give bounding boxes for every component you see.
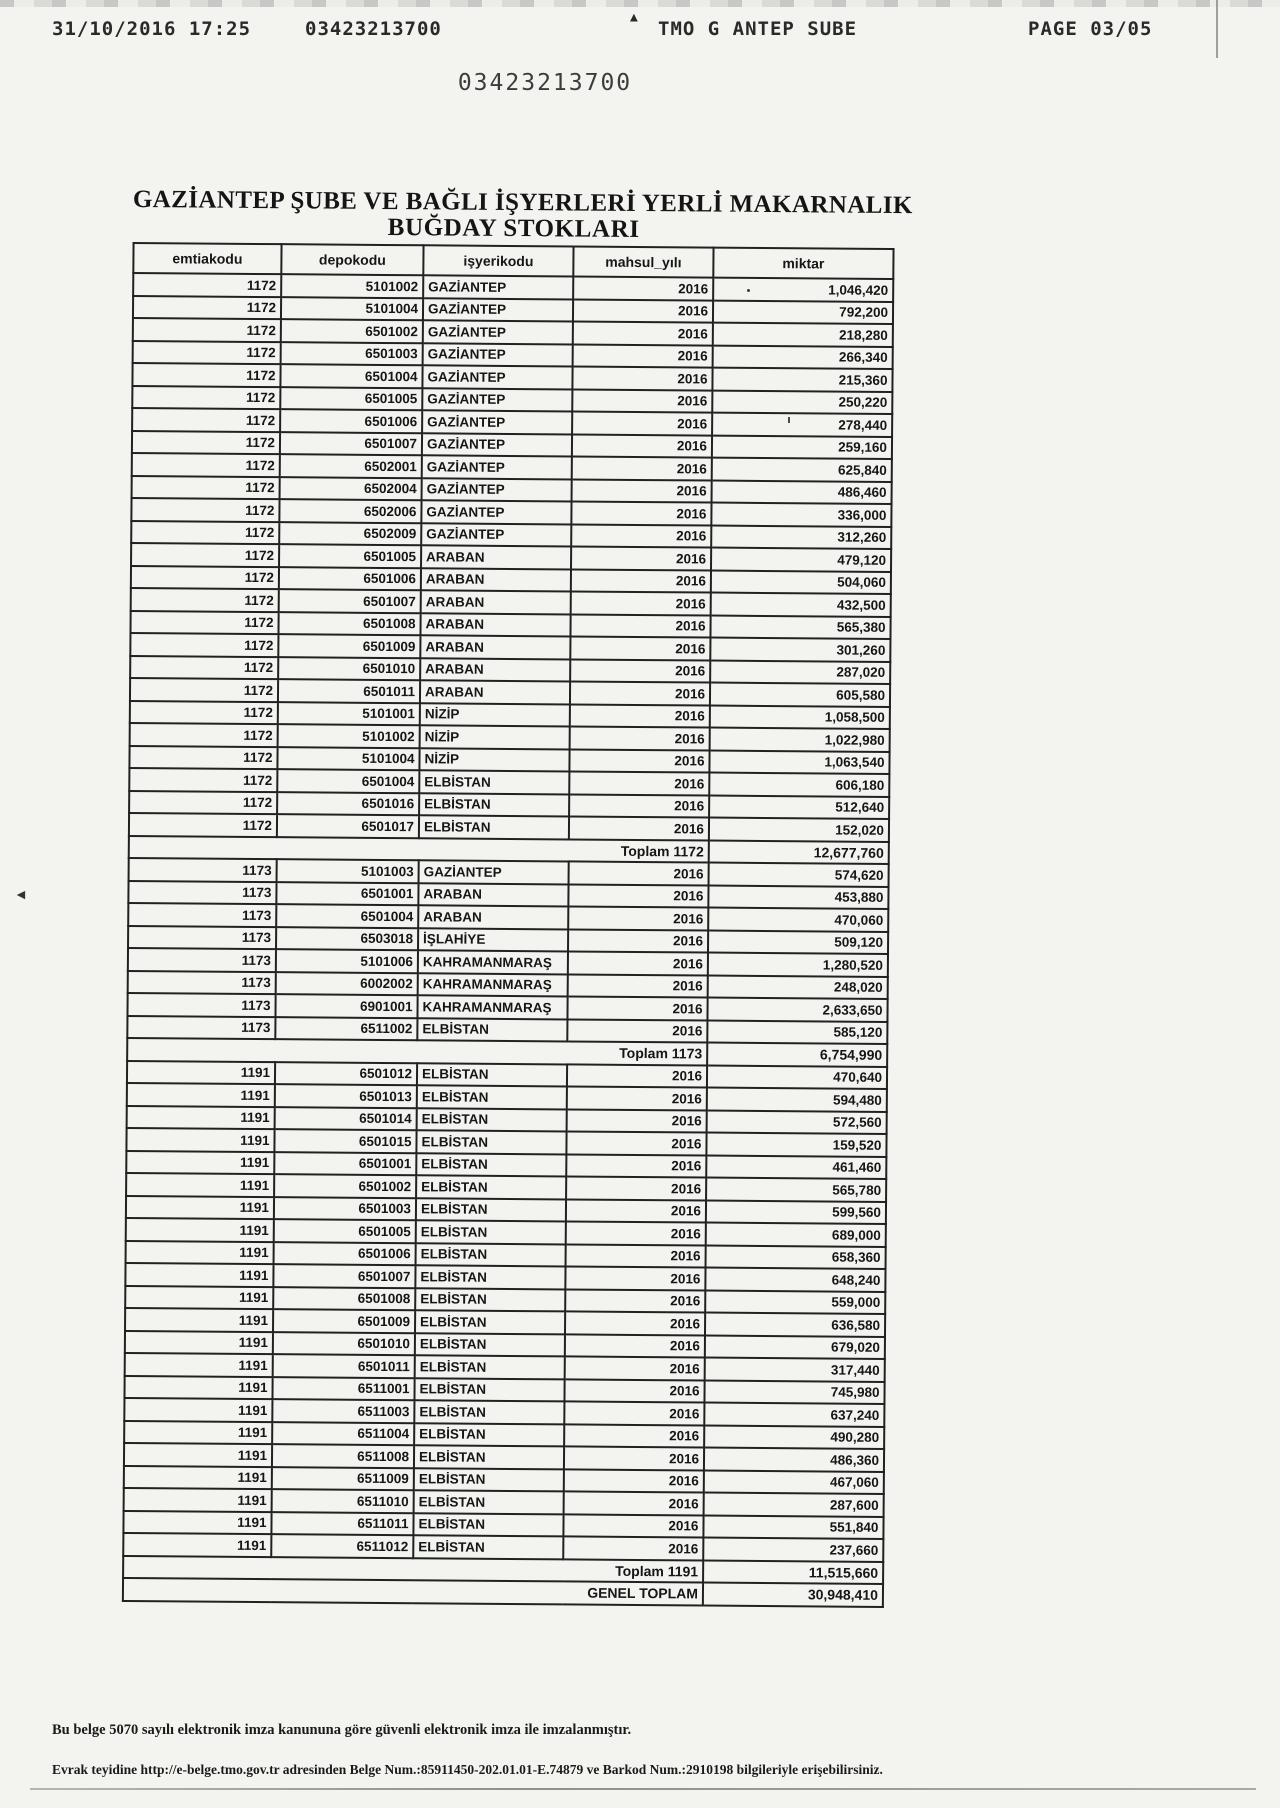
table-row: 1191 6501006 ELBİSTAN 2016 658,360 [126, 1240, 886, 1268]
table-row: 1191 6511010 ELBİSTAN 2016 287,600 [124, 1488, 884, 1516]
table-row: 1191 6501013 ELBİSTAN 2016 594,480 [127, 1083, 887, 1111]
table-row: 1172 5101002 GAZİANTEP 2016 1,046,420 [133, 273, 893, 301]
table-row: 1173 6501004 ARABAN 2016 470,060 [128, 903, 888, 931]
scanned-document [122, 186, 913, 1607]
table-row: 1172 6501011 ARABAN 2016 605,580 [130, 678, 890, 706]
table-row: 1191 6511008 ELBİSTAN 2016 486,360 [124, 1443, 884, 1471]
scan-noise-band [0, 0, 1280, 7]
table-row: 1173 6901001 KAHRAMANMARAŞ 2016 2,633,650 [127, 993, 887, 1021]
table-row: 1191 6511012 ELBİSTAN 2016 237,660 [123, 1533, 883, 1561]
table-row: 1191 6501014 ELBİSTAN 2016 572,560 [127, 1105, 887, 1133]
table-row: 1172 5101004 GAZİANTEP 2016 792,200 [133, 296, 893, 324]
total-label: GENEL TOPLAM [123, 1578, 703, 1605]
table-row: 1191 6501005 ELBİSTAN 2016 689,000 [126, 1218, 886, 1246]
total-value: 30,948,410 [703, 1583, 883, 1607]
table-row: 1191 6511003 ELBİSTAN 2016 637,240 [124, 1398, 884, 1426]
table-row: 1172 6501003 GAZİANTEP 2016 266,340 [133, 341, 893, 369]
table-row: 1191 6501007 ELBİSTAN 2016 648,240 [125, 1263, 885, 1291]
col-header-isyerikodu: işyerikodu [423, 245, 573, 276]
total-value: 6,754,990 [707, 1043, 887, 1067]
total-value: 11,515,660 [703, 1560, 883, 1584]
total-row [123, 1578, 883, 1606]
table-row: 1172 6501010 ARABAN 2016 287,020 [130, 655, 890, 683]
table-row: 1191 6501008 ELBİSTAN 2016 559,000 [125, 1285, 885, 1313]
col-header-mahsul-yili: mahsul_yılı [573, 246, 713, 277]
fax-page-indicator: PAGE 03/05 [1028, 18, 1153, 40]
col-header-depokodu: depokodu [281, 244, 423, 275]
table-row: 1191 6501002 ELBİSTAN 2016 565,780 [126, 1173, 886, 1201]
table-row: 1172 5101002 NİZİP 2016 1,022,980 [130, 723, 890, 751]
total-value: 12,677,760 [709, 840, 889, 864]
total-label: Toplam 1173 [127, 1038, 707, 1065]
table-row: 1172 6502006 GAZİANTEP 2016 336,000 [131, 498, 891, 526]
fax-sender-name: TMO G ANTEP SUBE [658, 18, 858, 40]
table-row: 1173 6002002 KAHRAMANMARAŞ 2016 248,020 [128, 970, 888, 998]
col-header-emtiakodu: emtiakodu [133, 243, 281, 274]
col-header-miktar: miktar [713, 248, 893, 279]
document-title-line1: GAZİANTEP ŞUBE VE BAĞLI İŞYERLERİ YERLİ MAKARNALIK [132, 186, 913, 220]
table-row: 1172 6501004 ELBİSTAN 2016 606,180 [129, 768, 889, 796]
table-row: 1172 6502001 GAZİANTEP 2016 625,840 [132, 453, 892, 481]
total-label: Toplam 1172 [129, 835, 709, 862]
table-row: 1191 6501001 ELBİSTAN 2016 461,460 [126, 1150, 886, 1178]
table-row: 1173 6503018 İŞLAHİYE 2016 509,120 [128, 925, 888, 953]
table-row: 1172 6501016 ELBİSTAN 2016 512,640 [129, 790, 889, 818]
footer-signature-note: Bu belge 5070 sayılı elektronik imza kanununa göre güvenli elektronik imza ile imzalanmıştır. [52, 1722, 632, 1738]
table-row: 1172 5101001 NİZİP 2016 1,058,500 [130, 700, 890, 728]
table-row: 1172 6501005 ARABAN 2016 479,120 [131, 543, 891, 571]
table-row: 1191 6511009 ELBİSTAN 2016 467,060 [124, 1465, 884, 1493]
left-triangle-icon: ◄ [14, 886, 28, 902]
table-row: 1173 5101006 KAHRAMANMARAŞ 2016 1,280,520 [128, 948, 888, 976]
table-row: 1172 6501017 ELBİSTAN 2016 152,020 [129, 813, 889, 841]
fax-datetime: 31/10/2016 17:25 [52, 18, 252, 40]
stock-table-body [123, 273, 893, 1606]
table-row: 1191 6501011 ELBİSTAN 2016 317,440 [125, 1353, 885, 1381]
document-title-line2: BUĞDAY STOKLARI [387, 214, 640, 243]
scan-speck [788, 417, 790, 423]
table-row: 1172 6502009 GAZİANTEP 2016 312,260 [131, 520, 891, 548]
table-row: 1191 6501003 ELBİSTAN 2016 599,560 [126, 1195, 886, 1223]
table-row: 1172 6501005 GAZİANTEP 2016 250,220 [132, 386, 892, 414]
table-row: 1172 6501008 ARABAN 2016 565,380 [130, 610, 890, 638]
table-row: 1191 6501012 ELBİSTAN 2016 470,640 [127, 1060, 887, 1088]
fax-header [0, 10, 1280, 96]
table-row: 1173 6501001 ARABAN 2016 453,880 [128, 880, 888, 908]
table-row: 1172 6501007 ARABAN 2016 432,500 [131, 588, 891, 616]
table-row: 1191 6511011 ELBİSTAN 2016 551,840 [123, 1510, 883, 1538]
fax-center-number: 03423213700 [457, 70, 633, 96]
table-row: 1172 6502004 GAZİANTEP 2016 486,460 [132, 475, 892, 503]
table-row: 1191 6511001 ELBİSTAN 2016 745,980 [124, 1375, 884, 1403]
table-row: 1172 5101004 NİZİP 2016 1,063,540 [129, 745, 889, 773]
table-row: 1172 6501006 ARABAN 2016 504,060 [131, 565, 891, 593]
table-row: 1172 6501002 GAZİANTEP 2016 218,280 [133, 318, 893, 346]
table-row: 1172 6501007 GAZİANTEP 2016 259,160 [132, 431, 892, 459]
table-row: 1173 6511002 ELBİSTAN 2016 585,120 [127, 1015, 887, 1043]
table-row: 1172 6501006 GAZİANTEP 2016 278,440 [132, 408, 892, 436]
total-label: Toplam 1191 [123, 1555, 703, 1582]
table-row: 1191 6501015 ELBİSTAN 2016 159,520 [126, 1128, 886, 1156]
table-row: 1191 6501009 ELBİSTAN 2016 636,580 [125, 1308, 885, 1336]
table-row: 1173 5101003 GAZİANTEP 2016 574,620 [129, 858, 889, 886]
scan-speck [747, 289, 750, 292]
table-row: 1172 6501004 GAZİANTEP 2016 215,360 [132, 363, 892, 391]
fax-sender-number: 03423213700 [305, 18, 442, 40]
up-triangle-icon: ▲ [630, 10, 638, 25]
footer-verification-note: Evrak teyidine http://e-belge.tmo.gov.tr adresinden Belge Num.:85911450-202.01.01-E.74879 ve Barkod Num.:2910198 bilgileriyle erişebilirsiniz. [52, 1762, 883, 1777]
bottom-divider [30, 1788, 1256, 1790]
table-row: 1172 6501009 ARABAN 2016 301,260 [130, 633, 890, 661]
stock-table [122, 242, 895, 1607]
table-row: 1191 6501010 ELBİSTAN 2016 679,020 [125, 1330, 885, 1358]
table-row: 1191 6511004 ELBİSTAN 2016 490,280 [124, 1420, 884, 1448]
